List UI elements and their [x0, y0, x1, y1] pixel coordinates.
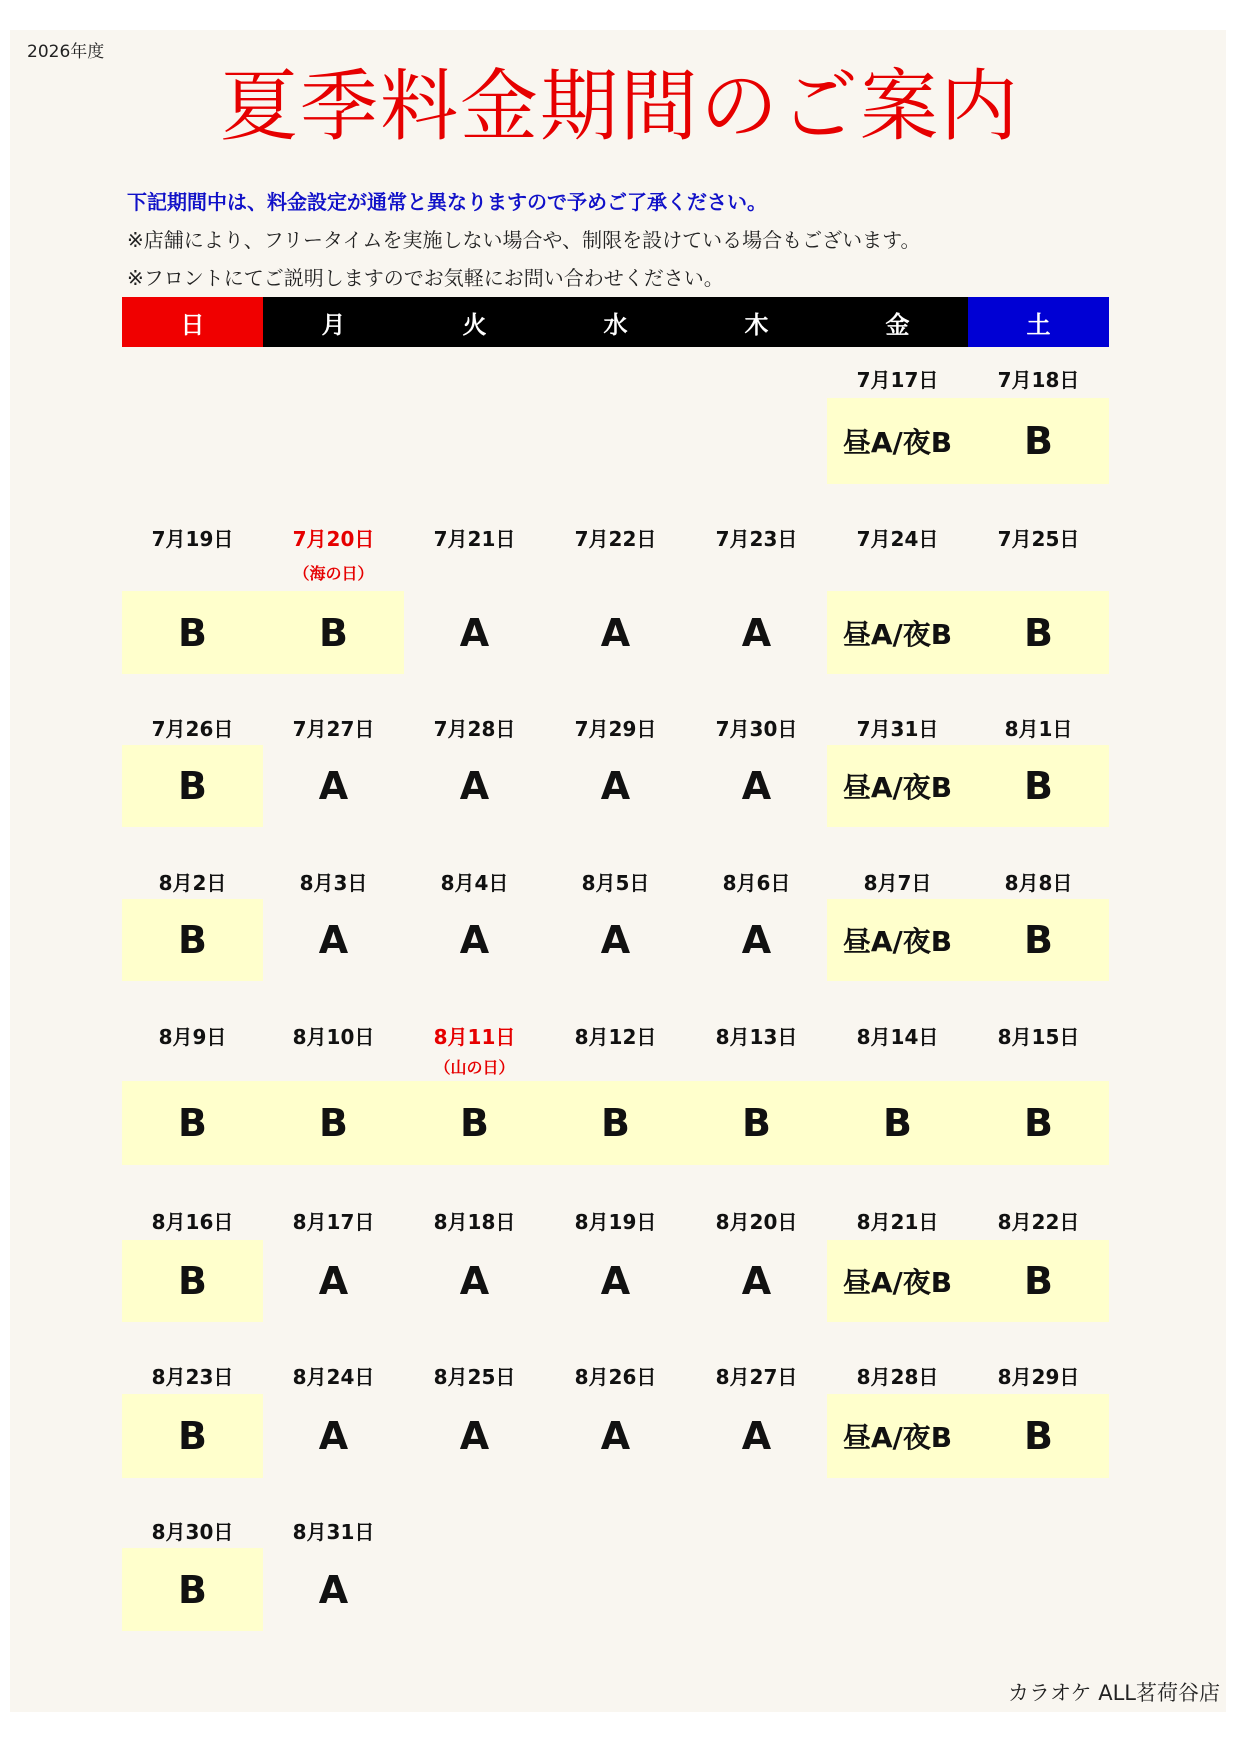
- rate-cell: B: [968, 1081, 1109, 1165]
- rate-cell: B: [122, 1394, 263, 1478]
- weekday-sunday: 日: [122, 297, 263, 347]
- rate-cell: A: [600, 610, 631, 655]
- notice-front-desk: ※フロントにてご説明しますのでお気軽にお問い合わせください。: [127, 266, 724, 290]
- day-date: 7月23日: [715, 527, 798, 551]
- day-date: 8月17日: [292, 1210, 375, 1234]
- day-date: 7月28日: [433, 717, 516, 741]
- rate-cell: B: [122, 899, 263, 981]
- weekday-tuesday: 火: [404, 297, 545, 347]
- rate-cell: A: [600, 764, 631, 808]
- holiday-name: （海の日）: [293, 564, 374, 583]
- rate-cell: B: [122, 745, 263, 827]
- rate-cell: B: [263, 1081, 404, 1165]
- rate-cell: A: [459, 764, 490, 808]
- day-date: 8月6日: [722, 871, 791, 895]
- day-date: 8月23日: [151, 1365, 234, 1389]
- day-date: 8月13日: [715, 1025, 798, 1049]
- day-date: 8月9日: [158, 1025, 227, 1049]
- day-date: 8月16日: [151, 1210, 234, 1234]
- day-date: 8月21日: [856, 1210, 939, 1234]
- day-date: 8月25日: [433, 1365, 516, 1389]
- rate-cell: 昼A/夜B: [827, 398, 968, 484]
- day-date: 8月2日: [158, 871, 227, 895]
- weekday-wednesday: 水: [545, 297, 686, 347]
- rate-cell: A: [459, 610, 490, 655]
- day-date: 8月10日: [292, 1025, 375, 1049]
- weekday-thursday: 木: [686, 297, 827, 347]
- rate-cell: B: [122, 591, 263, 674]
- day-date: 8月29日: [997, 1365, 1080, 1389]
- day-date: 7月29日: [574, 717, 657, 741]
- day-date: 7月20日: [292, 527, 375, 551]
- day-date: 7月27日: [292, 717, 375, 741]
- day-date: 8月4日: [440, 871, 509, 895]
- day-date: 7月24日: [856, 527, 939, 551]
- rate-cell: B: [968, 899, 1109, 981]
- rate-cell: B: [122, 1240, 263, 1322]
- day-date: 8月1日: [1004, 717, 1073, 741]
- day-date: 8月24日: [292, 1365, 375, 1389]
- day-date: 8月15日: [997, 1025, 1080, 1049]
- day-date: 8月30日: [151, 1520, 234, 1544]
- day-date: 8月7日: [863, 871, 932, 895]
- day-date: 7月25日: [997, 527, 1080, 551]
- weekday-monday: 月: [263, 297, 404, 347]
- rate-cell: A: [741, 918, 772, 962]
- rate-cell: B: [968, 1394, 1109, 1478]
- weekday-friday: 金: [827, 297, 968, 347]
- day-date: 7月17日: [856, 368, 939, 392]
- rate-cell: 昼A/夜B: [827, 1394, 968, 1478]
- notice-freetime: ※店舗により、フリータイムを実施しない場合や、制限を設けている場合もございます。: [127, 228, 921, 252]
- day-date: 8月11日: [433, 1025, 516, 1049]
- rate-cell: B: [968, 591, 1109, 674]
- day-date: 7月19日: [151, 527, 234, 551]
- rate-cell: B: [545, 1081, 686, 1165]
- rate-cell: A: [741, 1414, 772, 1458]
- day-date: 8月18日: [433, 1210, 516, 1234]
- day-date: 8月20日: [715, 1210, 798, 1234]
- rate-cell: A: [459, 918, 490, 962]
- day-date: 8月3日: [299, 871, 368, 895]
- rate-cell: A: [318, 1414, 349, 1458]
- holiday-name: （山の日）: [434, 1058, 515, 1077]
- day-date: 8月8日: [1004, 871, 1073, 895]
- day-date: 7月18日: [997, 368, 1080, 392]
- rate-cell: 昼A/夜B: [827, 745, 968, 827]
- day-date: 8月26日: [574, 1365, 657, 1389]
- weekday-saturday: 土: [968, 297, 1109, 347]
- rate-cell: 昼A/夜B: [827, 899, 968, 981]
- rate-cell: B: [968, 745, 1109, 827]
- rate-cell: B: [263, 591, 404, 674]
- notice-main: 下記期間中は、料金設定が通常と異なりますので予めご了承ください。: [127, 190, 767, 214]
- rate-cell: A: [318, 764, 349, 808]
- rate-cell: A: [741, 764, 772, 808]
- day-date: 8月31日: [292, 1520, 375, 1544]
- rate-cell: B: [686, 1081, 827, 1165]
- day-date: 8月27日: [715, 1365, 798, 1389]
- rate-cell: 昼A/夜B: [827, 591, 968, 674]
- day-date: 8月19日: [574, 1210, 657, 1234]
- rate-cell: B: [122, 1081, 263, 1165]
- rate-cell: A: [600, 1414, 631, 1458]
- rate-cell: A: [600, 1259, 631, 1303]
- day-date: 8月28日: [856, 1365, 939, 1389]
- rate-cell: A: [600, 918, 631, 962]
- rate-cell: A: [318, 918, 349, 962]
- rate-cell: B: [968, 398, 1109, 484]
- day-date: 8月14日: [856, 1025, 939, 1049]
- store-name: カラオケ ALL茗荷谷店: [1007, 1681, 1220, 1705]
- day-date: 7月26日: [151, 717, 234, 741]
- day-date: 8月22日: [997, 1210, 1080, 1234]
- rate-cell: B: [122, 1548, 263, 1631]
- page-title: 夏季料金期間のご案内: [219, 62, 1020, 152]
- rate-cell: A: [318, 1567, 349, 1612]
- rate-cell: 昼A/夜B: [827, 1240, 968, 1322]
- rate-cell: B: [968, 1240, 1109, 1322]
- day-date: 7月30日: [715, 717, 798, 741]
- day-date: 7月22日: [574, 527, 657, 551]
- rate-cell: B: [404, 1081, 545, 1165]
- weekday-header: [122, 297, 1109, 347]
- day-date: 8月5日: [581, 871, 650, 895]
- day-date: 8月12日: [574, 1025, 657, 1049]
- day-date: 7月21日: [433, 527, 516, 551]
- rate-cell: A: [459, 1414, 490, 1458]
- day-date: 7月31日: [856, 717, 939, 741]
- rate-cell: A: [459, 1259, 490, 1303]
- rate-cell: A: [318, 1259, 349, 1303]
- rate-cell: A: [741, 1259, 772, 1303]
- fiscal-year: 2026年度: [27, 42, 105, 62]
- rate-cell: A: [741, 610, 772, 655]
- rate-cell: B: [827, 1081, 968, 1165]
